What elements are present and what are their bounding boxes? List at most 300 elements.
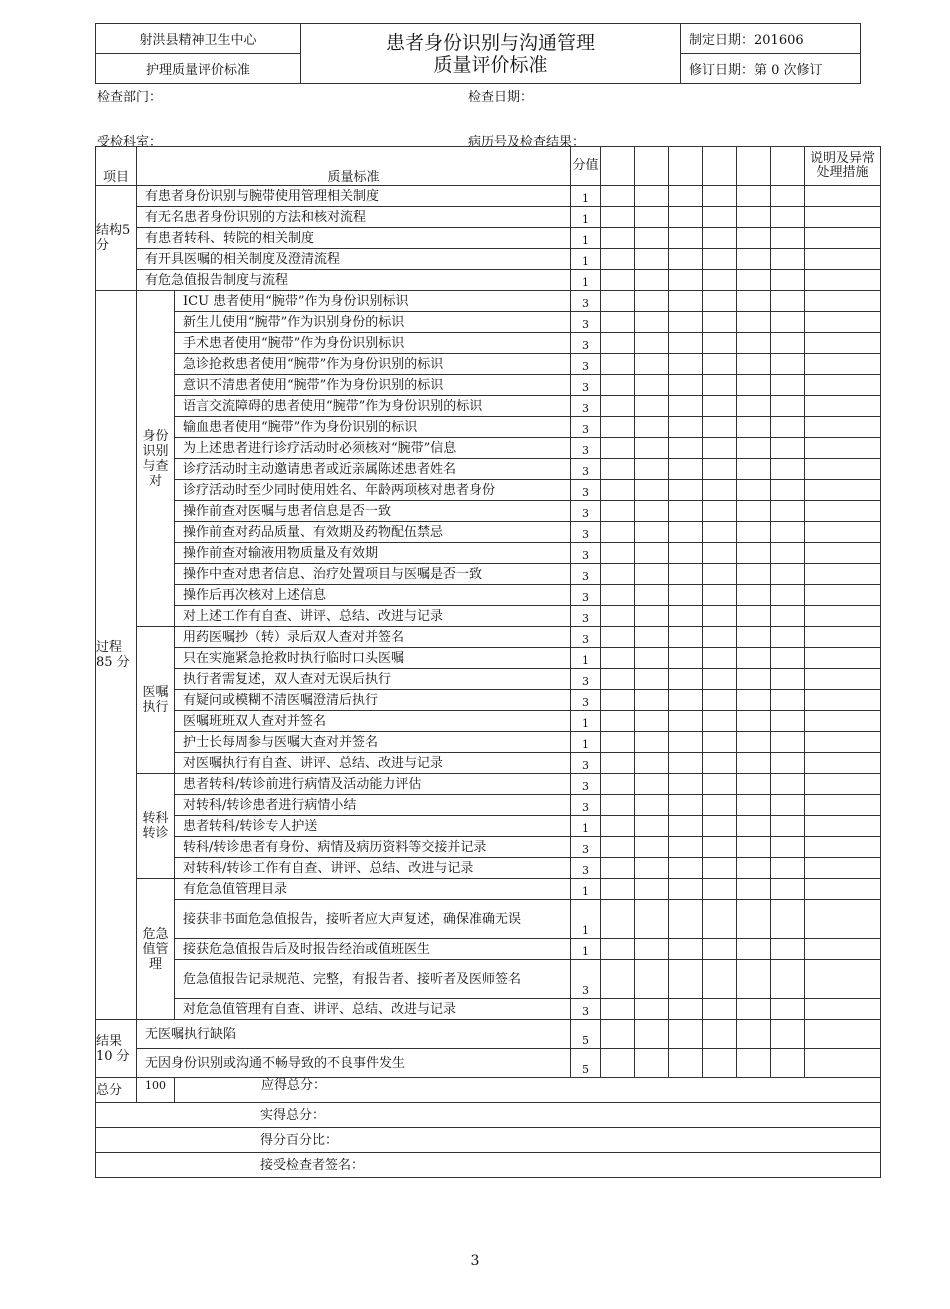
check-cell (737, 354, 771, 375)
table-row (96, 690, 881, 711)
check-cell (771, 459, 805, 480)
check-cell (771, 585, 805, 606)
check-cell (805, 480, 881, 501)
check-cell (771, 375, 805, 396)
standard-text: 执行者需复述，双人查对无误后执行 (175, 669, 571, 690)
check-cell (601, 228, 635, 249)
check-cell (635, 270, 669, 291)
record-result-label: 病历号及检查结果： (468, 135, 586, 150)
check-cell (703, 939, 737, 960)
standard-text: 意识不清患者使用“腕带”作为身份识别的标识 (175, 375, 571, 396)
check-cell (601, 480, 635, 501)
check-cell (703, 711, 737, 732)
check-cell (805, 606, 881, 627)
check-cell (737, 648, 771, 669)
made-date: 制定日期：201606 (681, 24, 861, 54)
check-cell (703, 960, 737, 999)
check-cell (771, 543, 805, 564)
check-cell (601, 900, 635, 939)
check-cell (805, 1049, 881, 1078)
score-value: 3 (571, 627, 601, 648)
check-cell (669, 795, 703, 816)
check-cell (669, 249, 703, 270)
standard-text: 转科/转诊患者有身份、病情及病历资料等交接并记录 (175, 837, 571, 858)
check-cell (635, 627, 669, 648)
check-cell (601, 417, 635, 438)
check-cell (669, 543, 703, 564)
check-cell (601, 999, 635, 1020)
standard-text: 诊疗活动时主动邀请患者或近亲属陈述患者姓名 (175, 459, 571, 480)
check-cell (635, 375, 669, 396)
check-cell (669, 207, 703, 228)
check-cell (601, 543, 635, 564)
check-cell (771, 648, 805, 669)
score-value: 3 (571, 375, 601, 396)
check-cell (737, 396, 771, 417)
check-cell (669, 900, 703, 939)
check-cell (805, 795, 881, 816)
table-row (96, 1020, 881, 1049)
check-cell (669, 522, 703, 543)
standard-text: 危急值报告记录规范、完整，有报告者、接听者及医师签名 (175, 960, 571, 999)
check-cell (703, 1049, 737, 1078)
check-cell (635, 333, 669, 354)
check-cell (771, 816, 805, 837)
check-date-label: 检查日期： (468, 90, 534, 105)
check-cell (805, 1020, 881, 1049)
check-cell (805, 999, 881, 1020)
table-row (96, 648, 881, 669)
table-row (96, 939, 881, 960)
check-cell (601, 795, 635, 816)
check-cell (601, 690, 635, 711)
table-row (96, 459, 881, 480)
check-cell (737, 564, 771, 585)
check-cell (771, 732, 805, 753)
check-cell (669, 858, 703, 879)
group-label: 转科转诊 (137, 774, 175, 879)
check-cell (703, 291, 737, 312)
standard-text: 急诊抢救患者使用“腕带”作为身份识别的标识 (175, 354, 571, 375)
check-cell (703, 543, 737, 564)
check-cell (601, 669, 635, 690)
check-cell (805, 417, 881, 438)
check-cell (601, 375, 635, 396)
check-cell (635, 354, 669, 375)
check-cell (805, 396, 881, 417)
check-cell (805, 627, 881, 648)
table-row (96, 795, 881, 816)
score-value: 1 (571, 648, 601, 669)
check-cell (737, 900, 771, 939)
total-value: 100 (137, 1078, 175, 1103)
check-cell (737, 459, 771, 480)
table-row (96, 417, 881, 438)
score-value: 3 (571, 438, 601, 459)
check-cell (805, 438, 881, 459)
score-value: 1 (571, 207, 601, 228)
check-cell (669, 396, 703, 417)
standard-text: 操作中查对患者信息、治疗处置项目与医嘱是否一致 (175, 564, 571, 585)
check-cell (737, 732, 771, 753)
check-cell (635, 417, 669, 438)
evaluation-table (95, 146, 881, 1178)
check-cell (805, 816, 881, 837)
check-cell (635, 711, 669, 732)
check-cell (737, 795, 771, 816)
check-cell (805, 753, 881, 774)
percent-label: 得分百分比： (96, 1128, 881, 1153)
check-cell (635, 858, 669, 879)
check-cell (635, 459, 669, 480)
check-cell (669, 480, 703, 501)
score-value: 3 (571, 396, 601, 417)
score-value: 3 (571, 291, 601, 312)
check-cell (737, 690, 771, 711)
check-cell (737, 858, 771, 879)
section-label: 结构5 分 (96, 186, 137, 291)
standard-text: 有危急值报告制度与流程 (137, 270, 571, 291)
check-cell (703, 207, 737, 228)
table-row (96, 207, 881, 228)
check-cell (703, 774, 737, 795)
check-cell (601, 249, 635, 270)
check-cell (601, 564, 635, 585)
check-cell (737, 774, 771, 795)
check-cell (771, 249, 805, 270)
check-cell (771, 564, 805, 585)
check-cell (771, 939, 805, 960)
check-cell (703, 816, 737, 837)
check-cell (635, 228, 669, 249)
check-cell (805, 648, 881, 669)
check-cell (601, 648, 635, 669)
check-cell (805, 564, 881, 585)
check-cell (635, 690, 669, 711)
check-cell (669, 774, 703, 795)
header-project: 项目 (96, 147, 137, 186)
check-cell (635, 795, 669, 816)
check-cell (737, 1049, 771, 1078)
check-cell (703, 522, 737, 543)
check-cell (601, 774, 635, 795)
standard-text: 护士长每周参与医嘱大查对并签名 (175, 732, 571, 753)
check-cell (703, 732, 737, 753)
check-cell (737, 939, 771, 960)
check-cell (771, 1020, 805, 1049)
standard-text: 对转科/转诊工作有自查、讲评、总结、改进与记录 (175, 858, 571, 879)
check-cell (805, 585, 881, 606)
check-cell (771, 837, 805, 858)
check-cell (669, 375, 703, 396)
score-value: 3 (571, 690, 601, 711)
check-cell (805, 312, 881, 333)
check-cell (669, 438, 703, 459)
check-cell (771, 753, 805, 774)
score-value: 1 (571, 270, 601, 291)
score-value: 1 (571, 939, 601, 960)
check-cell (703, 270, 737, 291)
standard-text: 诊疗活动时至少同时使用姓名、年龄两项核对患者身份 (175, 480, 571, 501)
check-cell (669, 732, 703, 753)
standard-text: 语言交流障碍的患者使用“腕带”作为身份识别的标识 (175, 396, 571, 417)
score-value: 1 (571, 249, 601, 270)
group-label: 危急值管理 (137, 879, 175, 1020)
score-value: 3 (571, 480, 601, 501)
check-cell (771, 711, 805, 732)
check-cell (601, 816, 635, 837)
table-row (96, 900, 881, 939)
score-value: 5 (571, 1049, 601, 1078)
standard-text: 医嘱班班双人查对并签名 (175, 711, 571, 732)
score-value: 3 (571, 501, 601, 522)
check-cell (771, 858, 805, 879)
check-cell (635, 900, 669, 939)
score-value: 3 (571, 999, 601, 1020)
check-cell (805, 207, 881, 228)
check-cell (805, 774, 881, 795)
check-cell (635, 999, 669, 1020)
standard-text: 操作前查对药品质量、有效期及药物配伍禁忌 (175, 522, 571, 543)
table-row (96, 858, 881, 879)
check-cell (669, 270, 703, 291)
check-cell (601, 711, 635, 732)
check-cell (601, 207, 635, 228)
check-cell (635, 186, 669, 207)
score-value: 3 (571, 669, 601, 690)
check-cell (601, 879, 635, 900)
check-cell (669, 999, 703, 1020)
check-cell (669, 291, 703, 312)
check-cell (737, 375, 771, 396)
check-cell (703, 438, 737, 459)
check-cell (601, 960, 635, 999)
check-cell (805, 375, 881, 396)
check-cell (737, 669, 771, 690)
check-cell (669, 459, 703, 480)
check-cell (805, 186, 881, 207)
check-cell (737, 606, 771, 627)
check-cell (703, 564, 737, 585)
check-cell (737, 999, 771, 1020)
section-label: 过程85 分 (96, 291, 137, 1020)
check-cell (737, 207, 771, 228)
dept-name: 护理质量评价标准 (96, 54, 301, 84)
check-cell (805, 543, 881, 564)
check-cell (771, 270, 805, 291)
check-cell (635, 312, 669, 333)
standard-text: 输血患者使用“腕带”作为身份识别的标识 (175, 417, 571, 438)
check-cell (635, 753, 669, 774)
title-line-1: 患者身份识别与沟通管理 (385, 31, 595, 54)
standard-text: 接获危急值报告后及时报告经治或值班医生 (175, 939, 571, 960)
total-row (96, 1078, 881, 1103)
check-cell (737, 711, 771, 732)
check-cell (601, 606, 635, 627)
check-cell (805, 711, 881, 732)
check-cell (771, 147, 805, 186)
check-cell (805, 354, 881, 375)
check-cell (601, 732, 635, 753)
check-cell (669, 186, 703, 207)
table-row (96, 837, 881, 858)
checked-room-label: 受检科室： (97, 135, 163, 150)
check-cell (635, 732, 669, 753)
check-cell (669, 1020, 703, 1049)
footer-row (96, 1128, 881, 1153)
check-cell (771, 186, 805, 207)
check-cell (703, 354, 737, 375)
standard-text: 用药医嘱抄（转）录后双人查对并签名 (175, 627, 571, 648)
standard-text: 为上述患者进行诊疗活动时必须核对“腕带”信息 (175, 438, 571, 459)
check-cell (771, 879, 805, 900)
check-cell (771, 333, 805, 354)
footer-row (96, 1153, 881, 1178)
check-cell (669, 960, 703, 999)
check-cell (805, 270, 881, 291)
check-cell (669, 585, 703, 606)
check-cell (703, 585, 737, 606)
check-cell (805, 837, 881, 858)
check-cell (805, 690, 881, 711)
check-cell (635, 522, 669, 543)
check-cell (669, 690, 703, 711)
score-value: 3 (571, 858, 601, 879)
check-cell (771, 207, 805, 228)
check-cell (805, 732, 881, 753)
check-cell (601, 585, 635, 606)
table-row (96, 522, 881, 543)
standard-text: 患者转科/转诊前进行病情及活动能力评估 (175, 774, 571, 795)
check-cell (771, 960, 805, 999)
check-cell (737, 522, 771, 543)
table-row (96, 606, 881, 627)
standard-text: ICU 患者使用“腕带”作为身份识别标识 (175, 291, 571, 312)
org-name: 射洪县精神卫生中心 (96, 24, 301, 54)
check-cell (635, 147, 669, 186)
table-row (96, 669, 881, 690)
score-value: 5 (571, 1020, 601, 1049)
table-row (96, 333, 881, 354)
check-cell (635, 396, 669, 417)
group-label: 身份识别与查对 (137, 291, 175, 627)
check-cell (805, 501, 881, 522)
check-cell (771, 312, 805, 333)
table-row (96, 1049, 881, 1078)
check-cell (737, 960, 771, 999)
score-value: 1 (571, 879, 601, 900)
check-cell (601, 186, 635, 207)
table-row (96, 774, 881, 795)
check-cell (703, 753, 737, 774)
check-cell (635, 837, 669, 858)
check-cell (737, 585, 771, 606)
standard-text: 有患者身份识别与腕带使用管理相关制度 (137, 186, 571, 207)
check-cell (737, 879, 771, 900)
table-row (96, 186, 881, 207)
check-cell (737, 753, 771, 774)
score-value: 3 (571, 960, 601, 999)
check-cell (737, 291, 771, 312)
check-cell (669, 312, 703, 333)
table-row (96, 375, 881, 396)
standard-text: 无因身份识别或沟通不畅导致的不良事件发生 (137, 1049, 571, 1078)
check-cell (669, 753, 703, 774)
check-cell (805, 879, 881, 900)
check-cell (703, 606, 737, 627)
check-cell (703, 186, 737, 207)
check-cell (771, 606, 805, 627)
table-row (96, 999, 881, 1020)
check-cell (771, 999, 805, 1020)
check-cell (669, 228, 703, 249)
check-cell (703, 690, 737, 711)
page-number: 3 (470, 1253, 480, 1269)
check-cell (635, 438, 669, 459)
check-cell (601, 312, 635, 333)
check-cell (635, 648, 669, 669)
table-row (96, 291, 881, 312)
table-row (96, 960, 881, 999)
check-cell (601, 837, 635, 858)
check-cell (737, 501, 771, 522)
check-cell (601, 459, 635, 480)
check-cell (771, 774, 805, 795)
table-row (96, 312, 881, 333)
check-cell (601, 354, 635, 375)
score-value: 3 (571, 312, 601, 333)
check-cell (737, 312, 771, 333)
check-cell (635, 816, 669, 837)
standard-text: 新生儿使用“腕带”作为识别身份的标识 (175, 312, 571, 333)
standard-text: 无医嘱执行缺陷 (137, 1020, 571, 1049)
section-label: 结果10 分 (96, 1020, 137, 1078)
check-cell (669, 648, 703, 669)
check-cell (703, 900, 737, 939)
check-cell (601, 270, 635, 291)
check-cell (771, 438, 805, 459)
check-cell (669, 501, 703, 522)
check-cell (669, 879, 703, 900)
check-cell (771, 669, 805, 690)
check-cell (805, 522, 881, 543)
check-cell (669, 939, 703, 960)
score-value: 1 (571, 186, 601, 207)
standard-text: 对医嘱执行有自查、讲评、总结、改进与记录 (175, 753, 571, 774)
score-value: 3 (571, 522, 601, 543)
header-table (95, 23, 861, 84)
standard-text: 有危急值管理目录 (175, 879, 571, 900)
check-cell (669, 606, 703, 627)
check-cell (771, 1049, 805, 1078)
check-cell (737, 333, 771, 354)
check-cell (703, 249, 737, 270)
standard-text: 对转科/转诊患者进行病情小结 (175, 795, 571, 816)
check-cell (771, 690, 805, 711)
check-cell (601, 147, 635, 186)
check-cell (601, 939, 635, 960)
standard-text: 接获非书面危急值报告，接听者应大声复述，确保准确无误 (175, 900, 571, 939)
table-row (96, 585, 881, 606)
header-note: 说明及异常处理措施 (805, 147, 881, 186)
score-value: 3 (571, 459, 601, 480)
standard-text: 有开具医嘱的相关制度及澄清流程 (137, 249, 571, 270)
check-cell (635, 606, 669, 627)
check-cell (737, 438, 771, 459)
score-value: 3 (571, 564, 601, 585)
check-cell (737, 1020, 771, 1049)
check-cell (669, 564, 703, 585)
